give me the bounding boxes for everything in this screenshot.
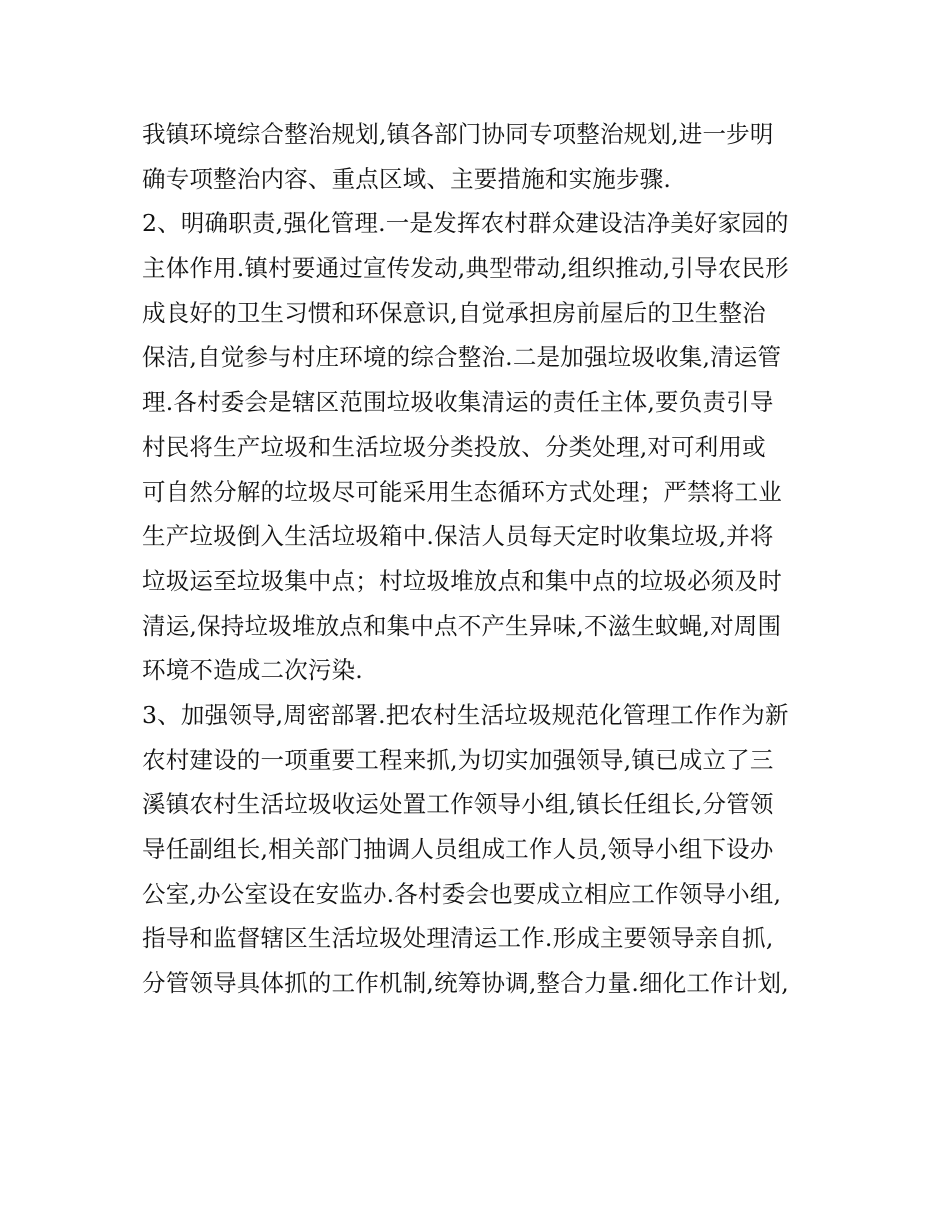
text-line: 保洁,自觉参与村庄环境的综合整治.二是加强垃圾收集,清运管 [142, 343, 782, 372]
text-line: 理.各村委会是辖区范围垃圾收集清运的责任主体,要负责引导 [142, 388, 774, 417]
text-line: 公室,办公室设在安监办.各村委会也要成立相应工作领导小组, [142, 879, 782, 908]
text-line: 农村建设的一项重要工程来抓,为切实加强领导,镇已成立了三 [142, 745, 774, 774]
text-line: 成良好的卫生习惯和环保意识,自觉承担房前屋后的卫生整治 [142, 298, 766, 327]
text-line: 2、明确职责,强化管理.一是发挥农村群众建设洁净美好家园的 [142, 209, 789, 238]
text-line: 村民将生产垃圾和生活垃圾分类投放、分类处理,对可利用或 [142, 432, 766, 461]
text-line: 我镇环境综合整治规划,镇各部门协同专项整治规划,进一步明 [142, 120, 774, 148]
text-line: 3、加强领导,周密部署.把农村生活垃圾规范化管理工作作为新 [142, 700, 789, 729]
text-line: 清运,保持垃圾堆放点和集中点不产生异味,不滋生蚊蝇,对周围 [142, 611, 782, 640]
text-line: 分管领导具体抓的工作机制,统筹协调,整合力量.细化工作计划, [142, 969, 789, 998]
text-line: 导任副组长,相关部门抽调人员组成工作人员,领导小组下设办 [142, 835, 774, 863]
text-line: 可自然分解的垃圾尽可能采用生态循环方式处理；严禁将工业 [142, 477, 782, 506]
text-line: 指导和监督辖区生活垃圾处理清运工作.形成主要领导亲自抓, [142, 924, 774, 953]
text-line: 主体作用.镇村要通过宣传发动,典型带动,组织推动,引导农民形 [142, 254, 789, 283]
document-body [142, 112, 818, 1006]
text-line: 垃圾运至垃圾集中点；村垃圾堆放点和集中点的垃圾必须及时 [142, 566, 782, 595]
text-line: 生产垃圾倒入生活垃圾箱中.保洁人员每天定时收集垃圾,并将 [142, 522, 774, 551]
text-line: 确专项整治内容、重点区域、主要措施和实施步骤. [142, 164, 672, 193]
text-line: 环境不造成二次污染. [142, 656, 363, 685]
text-line: 溪镇农村生活垃圾收运处置工作领导小组,镇长任组长,分管领 [142, 790, 774, 819]
